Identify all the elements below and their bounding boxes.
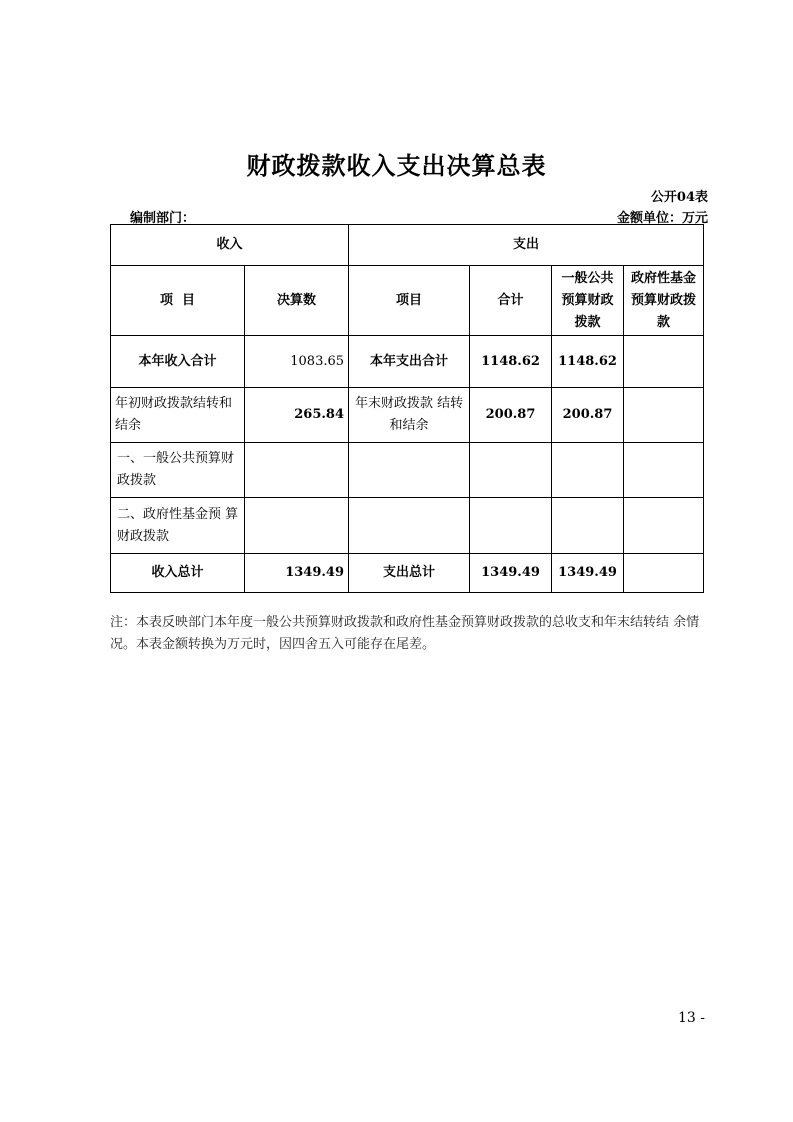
expense-total (470, 443, 552, 498)
expense-general (552, 443, 624, 498)
expense-gov-fund (624, 336, 704, 388)
expense-total: 1148.62 (470, 336, 552, 388)
col-expense-general: 一般公共预算财政拨款 (552, 266, 624, 336)
expense-item (349, 443, 470, 498)
income-item: 二、政府性基金预 算财政拨款 (111, 498, 245, 554)
expense-gov-fund (624, 443, 704, 498)
col-expense-total: 合计 (470, 266, 552, 336)
expense-item (349, 498, 470, 554)
expense-general: 1349.49 (552, 554, 624, 593)
expense-gov-fund (624, 388, 704, 443)
table-row (111, 554, 704, 593)
page-title: 财政拨款收入支出决算总表 (246, 152, 547, 180)
table-row (111, 388, 704, 443)
table-code: 公开04表 (650, 190, 708, 205)
expense-item: 本年支出合计 (349, 336, 470, 388)
col-income-item: 项 目 (111, 266, 245, 336)
expense-group-header: 支出 (349, 225, 704, 266)
footnote: 注：本表反映部门本年度一般公共预算财政拨款和政府性基金预算财政拨款的总收支和年末结转结 余情况。本表金额转换为万元时，因四舍五入可能存在尾差。 (110, 615, 700, 652)
dept-label: 编制部门： (130, 211, 196, 226)
col-expense-gov-fund: 政府性基金预算财政拨款 (624, 266, 704, 336)
income-item: 年初财政拨款结转和结余 (111, 388, 245, 443)
page-number: 13 - (678, 1010, 705, 1026)
income-item: 收入总计 (111, 554, 245, 593)
expense-general: 1148.62 (552, 336, 624, 388)
expense-total: 200.87 (470, 388, 552, 443)
expense-total (470, 498, 552, 554)
expense-general: 200.87 (552, 388, 624, 443)
table-row (111, 498, 704, 554)
expense-item: 年末财政拨款 结转和结余 (349, 388, 470, 443)
table-row (111, 443, 704, 498)
col-income-amount: 决算数 (245, 266, 349, 336)
col-expense-item: 项目 (349, 266, 470, 336)
income-amount: 1083.65 (245, 336, 349, 388)
unit-label: 金额单位：万元 (616, 211, 708, 226)
budget-table (110, 224, 704, 593)
income-group-header: 收入 (111, 225, 349, 266)
income-item: 一、一般公共预算财政拨款 (111, 443, 245, 498)
income-item: 本年收入合计 (111, 336, 245, 388)
income-amount: 1349.49 (245, 554, 349, 593)
income-amount (245, 498, 349, 554)
expense-item: 支出总计 (349, 554, 470, 593)
expense-gov-fund (624, 498, 704, 554)
income-amount: 265.84 (245, 388, 349, 443)
income-amount (245, 443, 349, 498)
expense-gov-fund (624, 554, 704, 593)
table-row (111, 336, 704, 388)
expense-general (552, 498, 624, 554)
expense-total: 1349.49 (470, 554, 552, 593)
